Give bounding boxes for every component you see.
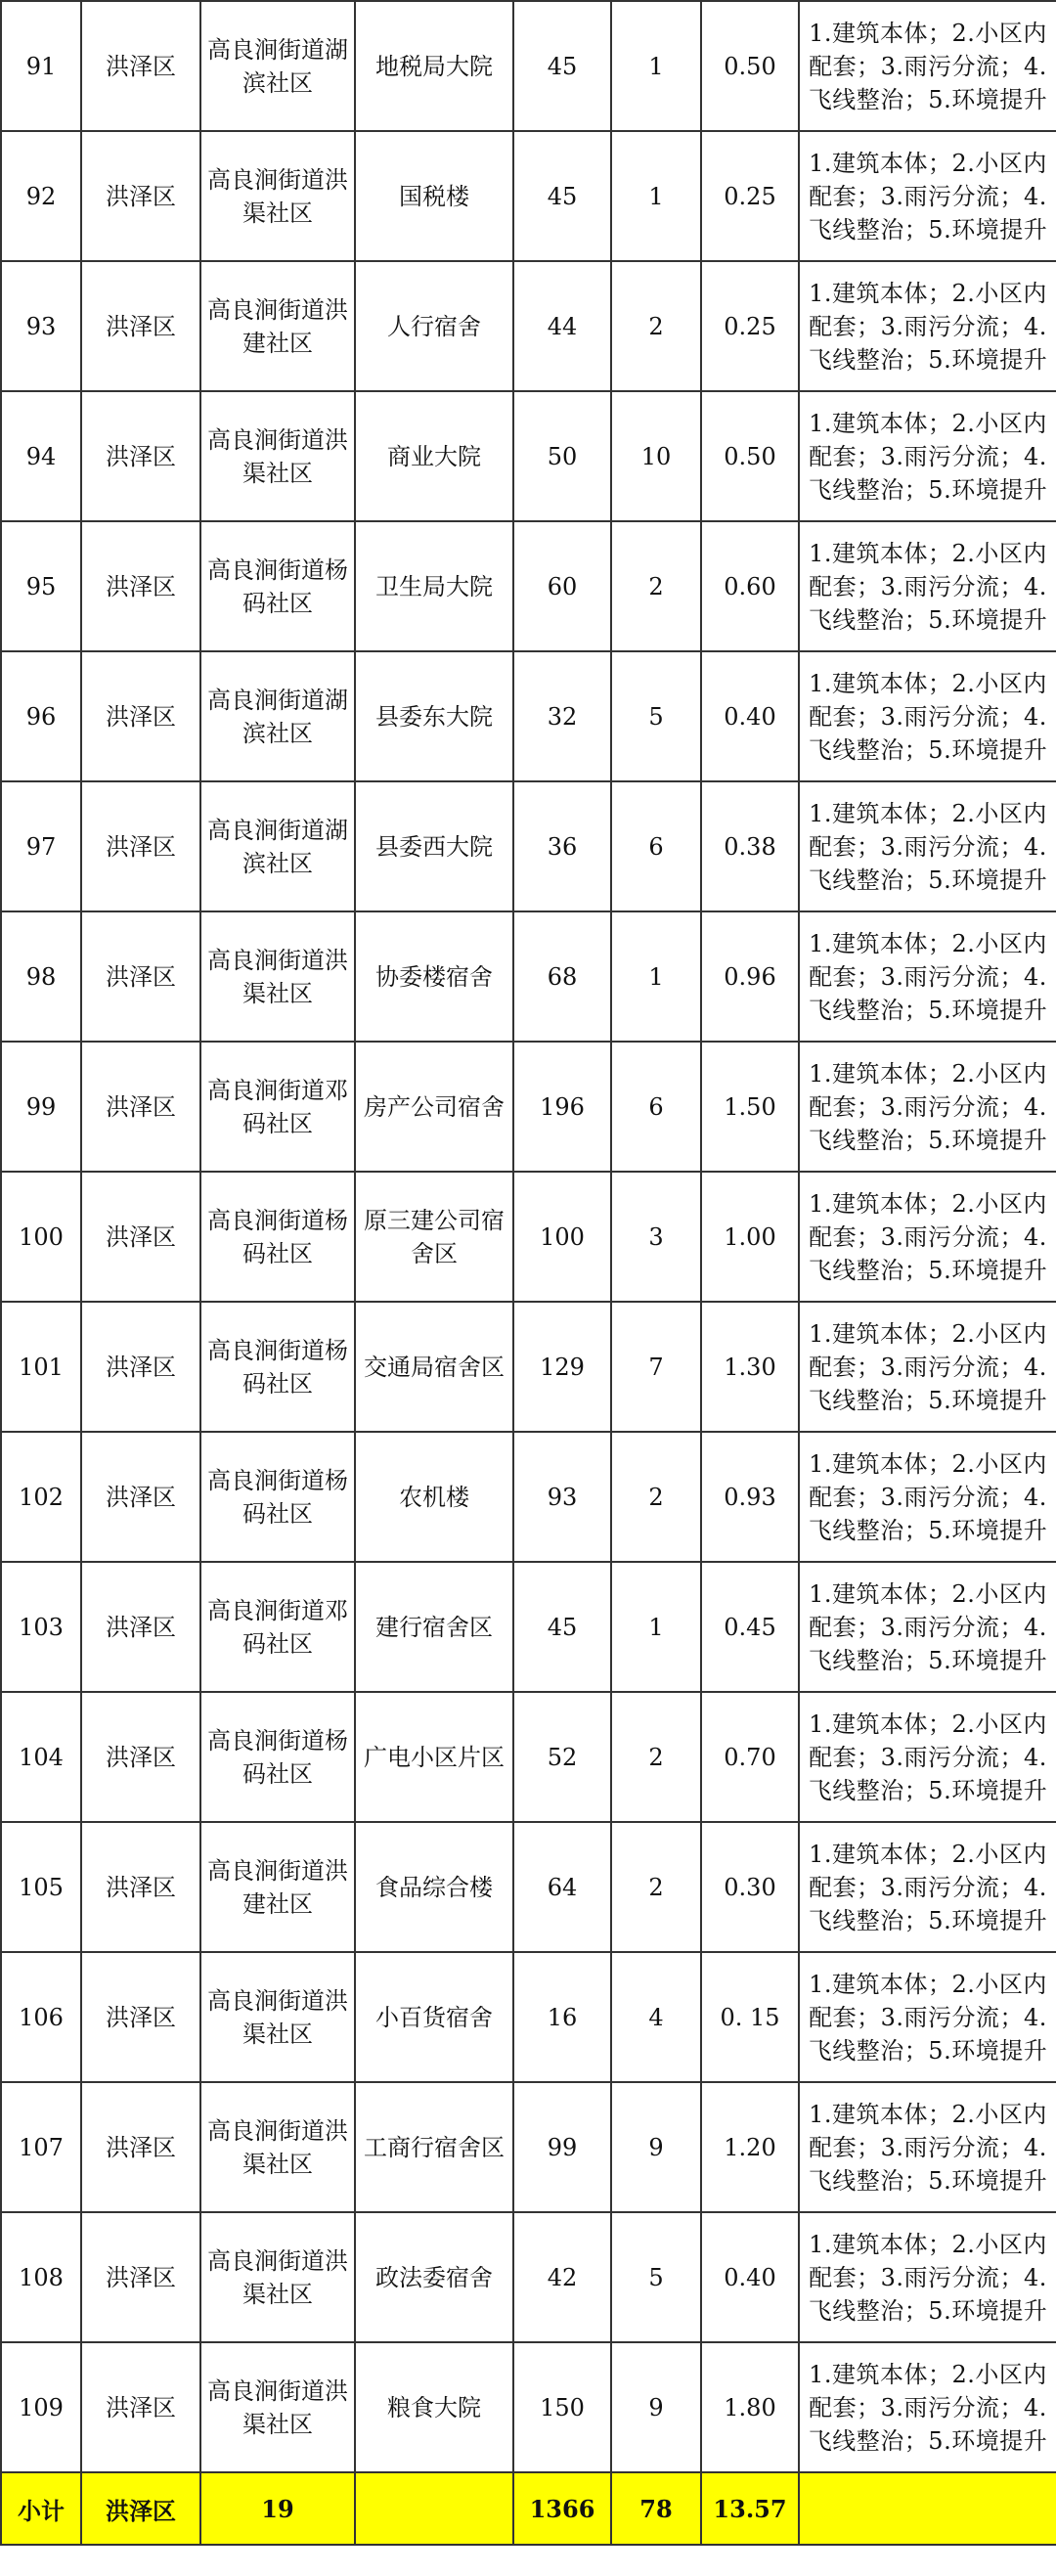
measures-cell: 1.建筑本体；2.小区内配套；3.雨污分流；4.飞线整治；5.环境提升 [799, 1562, 1056, 1692]
row-number-cell: 93 [1, 261, 81, 391]
street-community-cell: 高良涧街道湖滨社区 [200, 1, 355, 131]
district-cell: 洪泽区 [81, 1822, 200, 1952]
row-number-cell: 103 [1, 1562, 81, 1692]
street-community-cell: 高良涧街道洪渠社区 [200, 391, 355, 521]
buildings-cell: 2 [611, 521, 701, 651]
subtotal-measures [799, 2472, 1056, 2545]
project-name-cell: 商业大院 [355, 391, 513, 521]
project-name-cell: 县委西大院 [355, 781, 513, 911]
households-cell: 50 [513, 391, 611, 521]
project-name-cell: 建行宿舍区 [355, 1562, 513, 1692]
district-cell: 洪泽区 [81, 261, 200, 391]
table-row [1, 1172, 1056, 1302]
buildings-cell: 3 [611, 1172, 701, 1302]
project-name-cell: 原三建公司宿舍区 [355, 1172, 513, 1302]
subtotal-buildings: 78 [611, 2472, 701, 2545]
district-cell: 洪泽区 [81, 1952, 200, 2082]
measures-cell: 1.建筑本体；2.小区内配套；3.雨污分流；4.飞线整治；5.环境提升 [799, 1172, 1056, 1302]
buildings-cell: 6 [611, 1042, 701, 1172]
measures-cell: 1.建筑本体；2.小区内配套；3.雨污分流；4.飞线整治；5.环境提升 [799, 131, 1056, 261]
table-row [1, 261, 1056, 391]
district-cell: 洪泽区 [81, 2082, 200, 2212]
area-cell: 0.25 [701, 131, 799, 261]
table-row [1, 1952, 1056, 2082]
project-name-cell: 卫生局大院 [355, 521, 513, 651]
measures-cell: 1.建筑本体；2.小区内配套；3.雨污分流；4.飞线整治；5.环境提升 [799, 2342, 1056, 2472]
table-row [1, 651, 1056, 781]
project-name-cell: 房产公司宿舍 [355, 1042, 513, 1172]
project-name-cell: 国税楼 [355, 131, 513, 261]
area-cell: 0.70 [701, 1692, 799, 1822]
buildings-cell: 2 [611, 1692, 701, 1822]
project-name-cell: 小百货宿舍 [355, 1952, 513, 2082]
street-community-cell: 高良涧街道杨码社区 [200, 1432, 355, 1562]
street-community-cell: 高良涧街道洪渠社区 [200, 2342, 355, 2472]
subtotal-row [1, 2472, 1056, 2545]
row-number-cell: 99 [1, 1042, 81, 1172]
area-cell: 0.96 [701, 911, 799, 1042]
district-cell: 洪泽区 [81, 1432, 200, 1562]
project-name-cell: 交通局宿舍区 [355, 1302, 513, 1432]
table-row [1, 1302, 1056, 1432]
row-number-cell: 94 [1, 391, 81, 521]
subtotal-area: 13.57 [701, 2472, 799, 2545]
buildings-cell: 5 [611, 651, 701, 781]
area-cell: 0.40 [701, 2212, 799, 2342]
households-cell: 36 [513, 781, 611, 911]
row-number-cell: 96 [1, 651, 81, 781]
row-number-cell: 107 [1, 2082, 81, 2212]
project-name-cell: 工商行宿舍区 [355, 2082, 513, 2212]
households-cell: 60 [513, 521, 611, 651]
measures-cell: 1.建筑本体；2.小区内配套；3.雨污分流；4.飞线整治；5.环境提升 [799, 1692, 1056, 1822]
buildings-cell: 1 [611, 911, 701, 1042]
street-community-cell: 高良涧街道杨码社区 [200, 1302, 355, 1432]
households-cell: 196 [513, 1042, 611, 1172]
households-cell: 42 [513, 2212, 611, 2342]
district-cell: 洪泽区 [81, 2342, 200, 2472]
area-cell: 0. 15 [701, 1952, 799, 2082]
area-cell: 1.20 [701, 2082, 799, 2212]
row-number-cell: 98 [1, 911, 81, 1042]
subtotal-count: 19 [200, 2472, 355, 2545]
table-body [1, 1, 1056, 2472]
district-cell: 洪泽区 [81, 1562, 200, 1692]
buildings-cell: 1 [611, 131, 701, 261]
buildings-cell: 10 [611, 391, 701, 521]
row-number-cell: 95 [1, 521, 81, 651]
buildings-cell: 2 [611, 1432, 701, 1562]
street-community-cell: 高良涧街道杨码社区 [200, 521, 355, 651]
buildings-cell: 1 [611, 1562, 701, 1692]
area-cell: 1.00 [701, 1172, 799, 1302]
buildings-cell: 4 [611, 1952, 701, 2082]
district-cell: 洪泽区 [81, 1172, 200, 1302]
district-cell: 洪泽区 [81, 1, 200, 131]
row-number-cell: 100 [1, 1172, 81, 1302]
district-cell: 洪泽区 [81, 131, 200, 261]
table-row [1, 391, 1056, 521]
measures-cell: 1.建筑本体；2.小区内配套；3.雨污分流；4.飞线整治；5.环境提升 [799, 1952, 1056, 2082]
row-number-cell: 108 [1, 2212, 81, 2342]
area-cell: 0.30 [701, 1822, 799, 1952]
district-cell: 洪泽区 [81, 1302, 200, 1432]
households-cell: 150 [513, 2342, 611, 2472]
households-cell: 45 [513, 1, 611, 131]
street-community-cell: 高良涧街道邓码社区 [200, 1562, 355, 1692]
row-number-cell: 104 [1, 1692, 81, 1822]
buildings-cell: 9 [611, 2082, 701, 2212]
project-name-cell: 人行宿舍 [355, 261, 513, 391]
street-community-cell: 高良涧街道洪渠社区 [200, 2082, 355, 2212]
area-cell: 0.60 [701, 521, 799, 651]
buildings-cell: 9 [611, 2342, 701, 2472]
measures-cell: 1.建筑本体；2.小区内配套；3.雨污分流；4.飞线整治；5.环境提升 [799, 1822, 1056, 1952]
district-cell: 洪泽区 [81, 1042, 200, 1172]
area-cell: 0.38 [701, 781, 799, 911]
households-cell: 32 [513, 651, 611, 781]
area-cell: 0.40 [701, 651, 799, 781]
measures-cell: 1.建筑本体；2.小区内配套；3.雨污分流；4.飞线整治；5.环境提升 [799, 2212, 1056, 2342]
row-number-cell: 106 [1, 1952, 81, 2082]
table-row [1, 2212, 1056, 2342]
street-community-cell: 高良涧街道洪渠社区 [200, 911, 355, 1042]
project-name-cell: 广电小区片区 [355, 1692, 513, 1822]
buildings-cell: 5 [611, 2212, 701, 2342]
district-cell: 洪泽区 [81, 911, 200, 1042]
measures-cell: 1.建筑本体；2.小区内配套；3.雨污分流；4.飞线整治；5.环境提升 [799, 1432, 1056, 1562]
area-cell: 0.25 [701, 261, 799, 391]
area-cell: 0.50 [701, 391, 799, 521]
households-cell: 16 [513, 1952, 611, 2082]
measures-cell: 1.建筑本体；2.小区内配套；3.雨污分流；4.飞线整治；5.环境提升 [799, 1302, 1056, 1432]
households-cell: 64 [513, 1822, 611, 1952]
table-row [1, 131, 1056, 261]
street-community-cell: 高良涧街道洪渠社区 [200, 1952, 355, 2082]
area-cell: 0.93 [701, 1432, 799, 1562]
table-row [1, 1042, 1056, 1172]
table-row [1, 1822, 1056, 1952]
area-cell: 0.45 [701, 1562, 799, 1692]
area-cell: 1.50 [701, 1042, 799, 1172]
households-cell: 100 [513, 1172, 611, 1302]
street-community-cell: 高良涧街道湖滨社区 [200, 781, 355, 911]
district-cell: 洪泽区 [81, 651, 200, 781]
buildings-cell: 2 [611, 1822, 701, 1952]
buildings-cell: 7 [611, 1302, 701, 1432]
street-community-cell: 高良涧街道洪渠社区 [200, 131, 355, 261]
project-name-cell: 县委东大院 [355, 651, 513, 781]
street-community-cell: 高良涧街道洪建社区 [200, 1822, 355, 1952]
street-community-cell: 高良涧街道湖滨社区 [200, 651, 355, 781]
measures-cell: 1.建筑本体；2.小区内配套；3.雨污分流；4.飞线整治；5.环境提升 [799, 911, 1056, 1042]
subtotal-households: 1366 [513, 2472, 611, 2545]
subtotal-name [355, 2472, 513, 2545]
row-number-cell: 105 [1, 1822, 81, 1952]
district-cell: 洪泽区 [81, 1692, 200, 1822]
households-cell: 45 [513, 131, 611, 261]
project-name-cell: 粮食大院 [355, 2342, 513, 2472]
row-number-cell: 91 [1, 1, 81, 131]
measures-cell: 1.建筑本体；2.小区内配套；3.雨污分流；4.飞线整治；5.环境提升 [799, 651, 1056, 781]
district-cell: 洪泽区 [81, 2212, 200, 2342]
measures-cell: 1.建筑本体；2.小区内配套；3.雨污分流；4.飞线整治；5.环境提升 [799, 1, 1056, 131]
subtotal-district: 洪泽区 [81, 2472, 200, 2545]
street-community-cell: 高良涧街道杨码社区 [200, 1692, 355, 1822]
buildings-cell: 1 [611, 1, 701, 131]
buildings-cell: 6 [611, 781, 701, 911]
households-cell: 93 [513, 1432, 611, 1562]
project-name-cell: 政法委宿舍 [355, 2212, 513, 2342]
table-row [1, 521, 1056, 651]
project-name-cell: 食品综合楼 [355, 1822, 513, 1952]
street-community-cell: 高良涧街道洪渠社区 [200, 2212, 355, 2342]
table-row [1, 1, 1056, 131]
row-number-cell: 92 [1, 131, 81, 261]
households-cell: 45 [513, 1562, 611, 1692]
subtotal-label: 小计 [1, 2472, 81, 2545]
measures-cell: 1.建筑本体；2.小区内配套；3.雨污分流；4.飞线整治；5.环境提升 [799, 391, 1056, 521]
measures-cell: 1.建筑本体；2.小区内配套；3.雨污分流；4.飞线整治；5.环境提升 [799, 2082, 1056, 2212]
project-name-cell: 地税局大院 [355, 1, 513, 131]
households-cell: 52 [513, 1692, 611, 1822]
row-number-cell: 109 [1, 2342, 81, 2472]
table-row [1, 1432, 1056, 1562]
table-row [1, 911, 1056, 1042]
street-community-cell: 高良涧街道杨码社区 [200, 1172, 355, 1302]
measures-cell: 1.建筑本体；2.小区内配套；3.雨污分流；4.飞线整治；5.环境提升 [799, 261, 1056, 391]
households-cell: 68 [513, 911, 611, 1042]
district-cell: 洪泽区 [81, 521, 200, 651]
row-number-cell: 102 [1, 1432, 81, 1562]
table-row [1, 781, 1056, 911]
table-row [1, 1692, 1056, 1822]
table-row [1, 1562, 1056, 1692]
row-number-cell: 97 [1, 781, 81, 911]
table-footer [1, 2472, 1056, 2545]
households-cell: 99 [513, 2082, 611, 2212]
buildings-cell: 2 [611, 261, 701, 391]
district-cell: 洪泽区 [81, 391, 200, 521]
measures-cell: 1.建筑本体；2.小区内配套；3.雨污分流；4.飞线整治；5.环境提升 [799, 781, 1056, 911]
street-community-cell: 高良涧街道洪建社区 [200, 261, 355, 391]
table-row [1, 2082, 1056, 2212]
area-cell: 0.50 [701, 1, 799, 131]
street-community-cell: 高良涧街道邓码社区 [200, 1042, 355, 1172]
measures-cell: 1.建筑本体；2.小区内配套；3.雨污分流；4.飞线整治；5.环境提升 [799, 1042, 1056, 1172]
households-cell: 129 [513, 1302, 611, 1432]
table-row [1, 2342, 1056, 2472]
households-cell: 44 [513, 261, 611, 391]
measures-cell: 1.建筑本体；2.小区内配套；3.雨污分流；4.飞线整治；5.环境提升 [799, 521, 1056, 651]
project-name-cell: 农机楼 [355, 1432, 513, 1562]
project-name-cell: 协委楼宿舍 [355, 911, 513, 1042]
row-number-cell: 101 [1, 1302, 81, 1432]
area-cell: 1.80 [701, 2342, 799, 2472]
district-cell: 洪泽区 [81, 781, 200, 911]
area-cell: 1.30 [701, 1302, 799, 1432]
